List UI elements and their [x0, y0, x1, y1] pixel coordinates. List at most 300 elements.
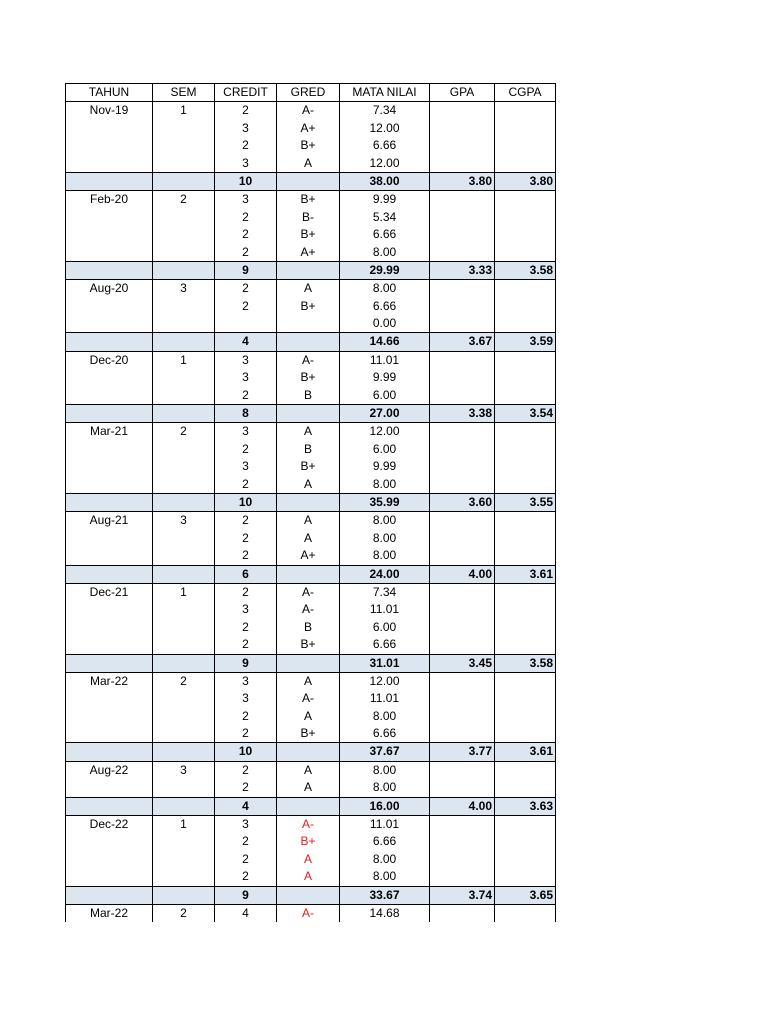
subtotal-cgpa: 3.63 [495, 797, 556, 815]
gpa-cell [430, 387, 495, 405]
cgpa-cell [495, 708, 556, 725]
gred-cell: A- [277, 816, 340, 834]
subtotal-credit: 10 [215, 743, 277, 761]
gpa-cell [430, 619, 495, 636]
subtotal-row [66, 886, 556, 904]
credit-cell: 2 [215, 244, 277, 262]
gpa-cell [430, 583, 495, 601]
table-row [66, 191, 556, 209]
tahun-cell [66, 441, 153, 458]
subtotal-row [66, 654, 556, 672]
gred-cell: B [277, 619, 340, 636]
table-row [66, 280, 556, 298]
tahun-cell [66, 601, 153, 618]
table-row [66, 833, 556, 850]
gpa-cell [430, 512, 495, 530]
mata-nilai-cell: 6.66 [340, 226, 430, 243]
cgpa-cell [495, 868, 556, 886]
subtotal-mata-nilai: 27.00 [340, 405, 430, 423]
subtotal-credit: 9 [215, 886, 277, 904]
table-row [66, 761, 556, 779]
mata-nilai-cell: 14.68 [340, 904, 430, 922]
credit-cell: 2 [215, 761, 277, 779]
table-row [66, 619, 556, 636]
cgpa-cell [495, 530, 556, 547]
mata-nilai-cell: 9.99 [340, 369, 430, 386]
subtotal-credit: 9 [215, 654, 277, 672]
mata-nilai-cell: 11.01 [340, 351, 430, 369]
sem-cell [153, 458, 215, 475]
sem-cell: 3 [153, 761, 215, 779]
table-row [66, 244, 556, 262]
credit-cell: 2 [215, 583, 277, 601]
gpa-cell [430, 690, 495, 707]
sem-cell [153, 851, 215, 868]
table-row [66, 209, 556, 226]
subtotal-tahun-cell [66, 797, 153, 815]
sem-cell: 1 [153, 816, 215, 834]
tahun-cell [66, 120, 153, 137]
credit-cell: 3 [215, 458, 277, 475]
subtotal-credit: 10 [215, 172, 277, 190]
gred-cell: A- [277, 904, 340, 922]
gred-cell: B+ [277, 725, 340, 743]
gpa-cell [430, 476, 495, 494]
gred-cell: B+ [277, 369, 340, 386]
table-row [66, 672, 556, 690]
credit-cell: 2 [215, 636, 277, 654]
tahun-cell [66, 226, 153, 243]
credit-cell: 3 [215, 191, 277, 209]
subtotal-sem-cell [153, 886, 215, 904]
cgpa-cell [495, 280, 556, 298]
gred-cell: B+ [277, 226, 340, 243]
subtotal-gpa: 3.38 [430, 405, 495, 423]
gred-cell: A [277, 779, 340, 797]
subtotal-mata-nilai: 16.00 [340, 797, 430, 815]
gred-cell: A [277, 761, 340, 779]
tahun-cell: Mar-21 [66, 423, 153, 441]
sem-cell: 1 [153, 351, 215, 369]
subtotal-gred-cell [277, 565, 340, 583]
tahun-cell [66, 619, 153, 636]
credit-cell: 2 [215, 833, 277, 850]
credit-cell: 3 [215, 369, 277, 386]
sem-cell [153, 441, 215, 458]
gred-cell: A+ [277, 244, 340, 262]
subtotal-mata-nilai: 38.00 [340, 172, 430, 190]
mata-nilai-cell: 8.00 [340, 476, 430, 494]
cgpa-cell [495, 512, 556, 530]
subtotal-gred-cell [277, 654, 340, 672]
subtotal-tahun-cell [66, 886, 153, 904]
sem-cell: 2 [153, 423, 215, 441]
cgpa-cell [495, 547, 556, 565]
cgpa-cell [495, 904, 556, 922]
table-row [66, 315, 556, 333]
cgpa-cell [495, 155, 556, 173]
sem-cell [153, 690, 215, 707]
gpa-cell [430, 601, 495, 618]
sem-cell [153, 387, 215, 405]
subtotal-gpa: 3.77 [430, 743, 495, 761]
sem-cell [153, 298, 215, 315]
gred-cell: A [277, 476, 340, 494]
credit-cell: 2 [215, 619, 277, 636]
cgpa-cell [495, 351, 556, 369]
tahun-cell [66, 369, 153, 386]
subtotal-tahun-cell [66, 405, 153, 423]
table-row [66, 868, 556, 886]
sem-cell: 3 [153, 512, 215, 530]
header-mata-nilai: MATA NILAI [340, 84, 430, 102]
table-row [66, 725, 556, 743]
sem-cell [153, 155, 215, 173]
sem-cell [153, 725, 215, 743]
subtotal-sem-cell [153, 797, 215, 815]
subtotal-sem-cell [153, 333, 215, 351]
mata-nilai-cell: 7.34 [340, 583, 430, 601]
tahun-cell: Aug-22 [66, 761, 153, 779]
sem-cell [153, 226, 215, 243]
table-row [66, 369, 556, 386]
mata-nilai-cell: 6.00 [340, 441, 430, 458]
credit-cell: 4 [215, 904, 277, 922]
gred-cell: A- [277, 601, 340, 618]
table-body [66, 102, 556, 922]
gpa-cell [430, 226, 495, 243]
tahun-cell [66, 244, 153, 262]
gpa-cell [430, 298, 495, 315]
gred-cell: A [277, 423, 340, 441]
gpa-cell [430, 816, 495, 834]
subtotal-sem-cell [153, 405, 215, 423]
subtotal-cgpa: 3.61 [495, 565, 556, 583]
cgpa-cell [495, 423, 556, 441]
subtotal-gpa: 3.67 [430, 333, 495, 351]
mata-nilai-cell: 6.66 [340, 636, 430, 654]
gred-cell: A [277, 868, 340, 886]
table-row [66, 458, 556, 475]
gred-cell: B+ [277, 833, 340, 850]
subtotal-sem-cell [153, 743, 215, 761]
credit-cell: 2 [215, 868, 277, 886]
tahun-cell: Nov-19 [66, 102, 153, 120]
subtotal-row [66, 743, 556, 761]
gred-cell: A [277, 155, 340, 173]
mata-nilai-cell: 12.00 [340, 672, 430, 690]
mata-nilai-cell: 8.00 [340, 868, 430, 886]
tahun-cell [66, 476, 153, 494]
cgpa-cell [495, 761, 556, 779]
gred-cell: B- [277, 209, 340, 226]
tahun-cell [66, 387, 153, 405]
sem-cell: 2 [153, 904, 215, 922]
gpa-cell [430, 441, 495, 458]
gpa-cell [430, 636, 495, 654]
subtotal-row [66, 405, 556, 423]
tahun-cell [66, 779, 153, 797]
gred-cell: A [277, 512, 340, 530]
tahun-cell [66, 155, 153, 173]
credit-cell: 2 [215, 209, 277, 226]
subtotal-credit: 9 [215, 261, 277, 279]
tahun-cell: Dec-22 [66, 816, 153, 834]
mata-nilai-cell: 8.00 [340, 244, 430, 262]
subtotal-mata-nilai: 33.67 [340, 886, 430, 904]
credit-cell: 2 [215, 530, 277, 547]
gpa-cell [430, 725, 495, 743]
header-tahun: TAHUN [66, 84, 153, 102]
gred-cell [277, 315, 340, 333]
gred-cell: A+ [277, 120, 340, 137]
gred-cell: A [277, 708, 340, 725]
credit-cell [215, 315, 277, 333]
mata-nilai-cell: 11.01 [340, 601, 430, 618]
cgpa-cell [495, 369, 556, 386]
credit-cell: 2 [215, 137, 277, 154]
credit-cell: 2 [215, 779, 277, 797]
gred-cell: A- [277, 690, 340, 707]
credit-cell: 3 [215, 351, 277, 369]
mata-nilai-cell: 12.00 [340, 120, 430, 137]
sem-cell: 3 [153, 280, 215, 298]
table-row [66, 690, 556, 707]
sem-cell: 2 [153, 672, 215, 690]
table-row [66, 779, 556, 797]
gred-cell: A+ [277, 547, 340, 565]
credit-cell: 3 [215, 120, 277, 137]
gpa-cell [430, 244, 495, 262]
credit-cell: 3 [215, 690, 277, 707]
gred-cell: A- [277, 583, 340, 601]
sem-cell [153, 209, 215, 226]
subtotal-mata-nilai: 24.00 [340, 565, 430, 583]
gpa-cell [430, 280, 495, 298]
sem-cell [153, 547, 215, 565]
gpa-cell [430, 547, 495, 565]
cgpa-cell [495, 779, 556, 797]
credit-cell: 2 [215, 547, 277, 565]
gpa-cell [430, 369, 495, 386]
tahun-cell [66, 137, 153, 154]
tahun-cell [66, 833, 153, 850]
subtotal-tahun-cell [66, 261, 153, 279]
subtotal-tahun-cell [66, 493, 153, 511]
cgpa-cell [495, 851, 556, 868]
credit-cell: 3 [215, 423, 277, 441]
subtotal-row [66, 565, 556, 583]
tahun-cell: Mar-22 [66, 904, 153, 922]
gpa-cell [430, 672, 495, 690]
tahun-cell [66, 547, 153, 565]
table-row [66, 226, 556, 243]
subtotal-tahun-cell [66, 333, 153, 351]
table-row [66, 601, 556, 618]
gpa-cell [430, 708, 495, 725]
gpa-cell [430, 191, 495, 209]
mata-nilai-cell: 8.00 [340, 547, 430, 565]
cgpa-cell [495, 244, 556, 262]
tahun-cell [66, 868, 153, 886]
subtotal-sem-cell [153, 654, 215, 672]
gred-cell: A [277, 280, 340, 298]
table-row [66, 137, 556, 154]
grade-table [65, 83, 556, 922]
header-gred: GRED [277, 84, 340, 102]
cgpa-cell [495, 387, 556, 405]
subtotal-gpa: 3.45 [430, 654, 495, 672]
subtotal-gred-cell [277, 493, 340, 511]
subtotal-cgpa: 3.65 [495, 886, 556, 904]
tahun-cell [66, 636, 153, 654]
mata-nilai-cell: 8.00 [340, 512, 430, 530]
mata-nilai-cell: 8.00 [340, 280, 430, 298]
mata-nilai-cell: 6.66 [340, 298, 430, 315]
sem-cell [153, 315, 215, 333]
subtotal-tahun-cell [66, 743, 153, 761]
tahun-cell [66, 530, 153, 547]
mata-nilai-cell: 7.34 [340, 102, 430, 120]
credit-cell: 2 [215, 476, 277, 494]
credit-cell: 3 [215, 601, 277, 618]
gred-cell: B [277, 441, 340, 458]
subtotal-row [66, 493, 556, 511]
gred-cell: A [277, 530, 340, 547]
table-row [66, 155, 556, 173]
cgpa-cell [495, 441, 556, 458]
mata-nilai-cell: 8.00 [340, 851, 430, 868]
table-row [66, 904, 556, 922]
mata-nilai-cell: 5.34 [340, 209, 430, 226]
table-row [66, 530, 556, 547]
subtotal-mata-nilai: 35.99 [340, 493, 430, 511]
cgpa-cell [495, 458, 556, 475]
tahun-cell [66, 851, 153, 868]
cgpa-cell [495, 476, 556, 494]
sem-cell [153, 530, 215, 547]
gpa-cell [430, 315, 495, 333]
subtotal-cgpa: 3.61 [495, 743, 556, 761]
credit-cell: 2 [215, 708, 277, 725]
sem-cell: 1 [153, 102, 215, 120]
tahun-cell [66, 458, 153, 475]
gpa-cell [430, 761, 495, 779]
credit-cell: 2 [215, 851, 277, 868]
mata-nilai-cell: 8.00 [340, 708, 430, 725]
subtotal-row [66, 333, 556, 351]
gpa-cell [430, 530, 495, 547]
gpa-cell [430, 102, 495, 120]
gpa-cell [430, 868, 495, 886]
sem-cell [153, 369, 215, 386]
cgpa-cell [495, 636, 556, 654]
gpa-cell [430, 779, 495, 797]
subtotal-sem-cell [153, 565, 215, 583]
cgpa-cell [495, 725, 556, 743]
subtotal-cgpa: 3.58 [495, 654, 556, 672]
table-row [66, 476, 556, 494]
cgpa-cell [495, 209, 556, 226]
gpa-cell [430, 155, 495, 173]
cgpa-cell [495, 102, 556, 120]
subtotal-mata-nilai: 31.01 [340, 654, 430, 672]
tahun-cell [66, 298, 153, 315]
subtotal-tahun-cell [66, 565, 153, 583]
sem-cell [153, 244, 215, 262]
mata-nilai-cell: 12.00 [340, 155, 430, 173]
credit-cell: 2 [215, 102, 277, 120]
tahun-cell [66, 690, 153, 707]
gred-cell: B+ [277, 458, 340, 475]
gred-cell: A- [277, 351, 340, 369]
subtotal-tahun-cell [66, 172, 153, 190]
tahun-cell: Dec-20 [66, 351, 153, 369]
tahun-cell [66, 315, 153, 333]
header-gpa: GPA [430, 84, 495, 102]
mata-nilai-cell: 6.00 [340, 387, 430, 405]
subtotal-sem-cell [153, 172, 215, 190]
subtotal-gred-cell [277, 886, 340, 904]
subtotal-gred-cell [277, 172, 340, 190]
table-row [66, 298, 556, 315]
mata-nilai-cell: 8.00 [340, 761, 430, 779]
table-row [66, 423, 556, 441]
mata-nilai-cell: 6.66 [340, 725, 430, 743]
table-row [66, 102, 556, 120]
credit-cell: 3 [215, 155, 277, 173]
cgpa-cell [495, 120, 556, 137]
gpa-cell [430, 833, 495, 850]
subtotal-mata-nilai: 37.67 [340, 743, 430, 761]
sem-cell: 2 [153, 191, 215, 209]
credit-cell: 2 [215, 512, 277, 530]
table-row [66, 816, 556, 834]
gred-cell: A [277, 851, 340, 868]
gpa-cell [430, 351, 495, 369]
sem-cell [153, 619, 215, 636]
subtotal-gred-cell [277, 405, 340, 423]
subtotal-sem-cell [153, 493, 215, 511]
table-row [66, 851, 556, 868]
table-row [66, 387, 556, 405]
mata-nilai-cell: 8.00 [340, 779, 430, 797]
gred-cell: A- [277, 102, 340, 120]
subtotal-sem-cell [153, 261, 215, 279]
tahun-cell: Aug-21 [66, 512, 153, 530]
sem-cell [153, 137, 215, 154]
subtotal-row [66, 261, 556, 279]
header-row [66, 84, 556, 102]
credit-cell: 3 [215, 672, 277, 690]
cgpa-cell [495, 226, 556, 243]
gred-cell: B [277, 387, 340, 405]
credit-cell: 2 [215, 226, 277, 243]
subtotal-cgpa: 3.80 [495, 172, 556, 190]
subtotal-gpa: 4.00 [430, 797, 495, 815]
gpa-cell [430, 904, 495, 922]
sem-cell [153, 476, 215, 494]
mata-nilai-cell: 6.66 [340, 137, 430, 154]
subtotal-credit: 8 [215, 405, 277, 423]
subtotal-cgpa: 3.54 [495, 405, 556, 423]
mata-nilai-cell: 9.99 [340, 458, 430, 475]
subtotal-gpa: 3.33 [430, 261, 495, 279]
subtotal-mata-nilai: 14.66 [340, 333, 430, 351]
mata-nilai-cell: 11.01 [340, 816, 430, 834]
gpa-cell [430, 458, 495, 475]
subtotal-mata-nilai: 29.99 [340, 261, 430, 279]
